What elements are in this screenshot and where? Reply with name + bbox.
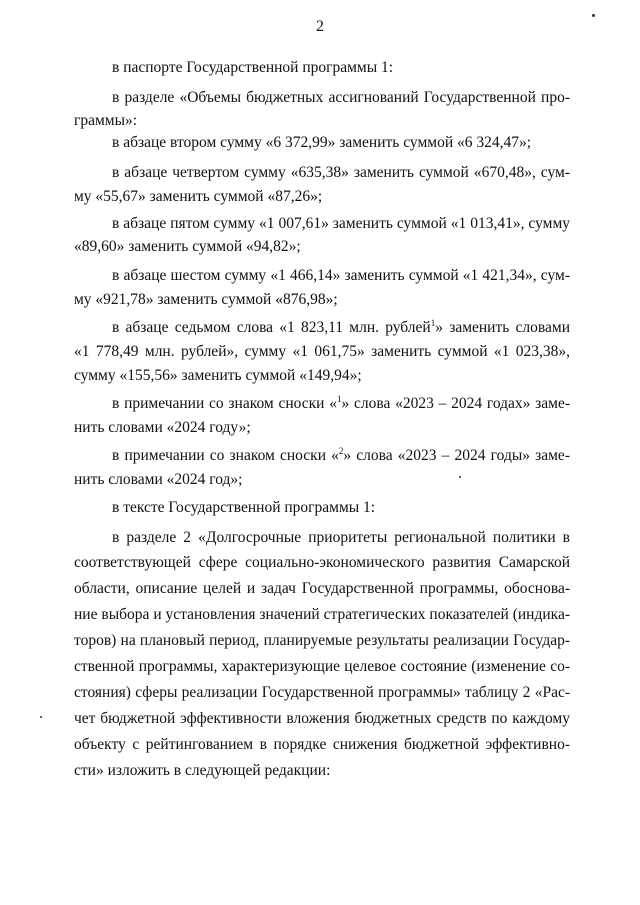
paragraph-line	[112, 394, 570, 414]
paragraph-line: в паспорте Государственной программы 1:	[112, 59, 394, 76]
paragraph-line: сти» изложить в следующей редакции:	[74, 762, 331, 779]
paragraph-line	[112, 446, 570, 466]
paragraph-line: сумму «155,56» заменить суммой «149,94»;	[74, 367, 362, 384]
paragraph-line: ственной программы, характеризующие целевое состояние (изменение со-	[74, 658, 570, 675]
paragraph-line: стояния) сферы реализации Государственной программы» таблицу 2 «Рас-	[74, 684, 570, 701]
footnote-mark: 2	[338, 446, 344, 456]
scan-speck	[459, 476, 461, 478]
paragraph-line: граммы»:	[74, 112, 138, 129]
paragraph-line: соответствующей сфере социально-экономического развития Самарской	[74, 554, 570, 571]
footnote-mark: 1	[430, 318, 436, 328]
line-text: » заменить словами	[435, 319, 570, 336]
line-text: в примечании со знаком сноски «	[112, 447, 339, 464]
paragraph-line: в абзаце четвертом сумму «635,38» заменить суммой «670,48», сум-	[112, 164, 570, 181]
footnote-mark: 1	[336, 394, 342, 404]
paragraph-line: му «55,67» заменить суммой «87,26»;	[74, 188, 323, 205]
line-text: » слова «2023 – 2024 годах» заме-	[341, 395, 570, 412]
paragraph-line: в тексте Государственной программы 1:	[112, 499, 376, 516]
paragraph-line: нить словами «2024 году»;	[74, 419, 251, 436]
paragraph-line: в абзаце пятом сумму «1 007,61» заменить суммой «1 013,41», сумму	[112, 215, 570, 232]
paragraph-line: в разделе «Объемы бюджетных ассигнований Государственной про-	[112, 89, 570, 106]
paragraph-line: «89,60» заменить суммой «94,82»;	[74, 238, 301, 255]
paragraph-line: торов) на плановый период, планируемые результаты реализации Государ-	[74, 632, 570, 649]
paragraph-line: области, описание целей и задач Государственной программы, обоснова-	[74, 580, 570, 597]
paragraph-line: «1 778,49 млн. рублей», сумму «1 061,75» заменить суммой «1 023,38»,	[74, 343, 570, 360]
line-text: в примечании со знаком сноски «	[112, 395, 337, 412]
paragraph-line: ние выбора и установления значений стратегических показателей (индика-	[74, 606, 570, 623]
scan-speck	[40, 716, 42, 718]
paragraph-line: нить словами «2024 год»;	[74, 471, 243, 488]
paragraph-line: объекту с рейтингованием в порядке снижения бюджетной эффективно-	[74, 736, 570, 753]
line-text: в абзаце седьмом слова «1 823,11 млн. рублей	[112, 319, 431, 336]
paragraph-line: в абзаце втором сумму «6 372,99» заменить суммой «6 324,47»;	[112, 134, 532, 151]
paragraph-line: в разделе 2 «Долгосрочные приоритеты региональной политики в	[112, 529, 570, 546]
line-text: » слова «2023 – 2024 годы» заме-	[343, 447, 570, 464]
paragraph-line: чет бюджетной эффективности вложения бюджетных средств по каждому	[74, 710, 570, 727]
paragraph-line: му «921,78» заменить суммой «876,98»;	[74, 291, 338, 308]
paragraph-line: в абзаце шестом сумму «1 466,14» заменить суммой «1 421,34», сум-	[112, 267, 570, 284]
page-number: 2	[316, 18, 324, 35]
scan-speck	[592, 14, 595, 17]
paragraph-line	[112, 318, 570, 338]
